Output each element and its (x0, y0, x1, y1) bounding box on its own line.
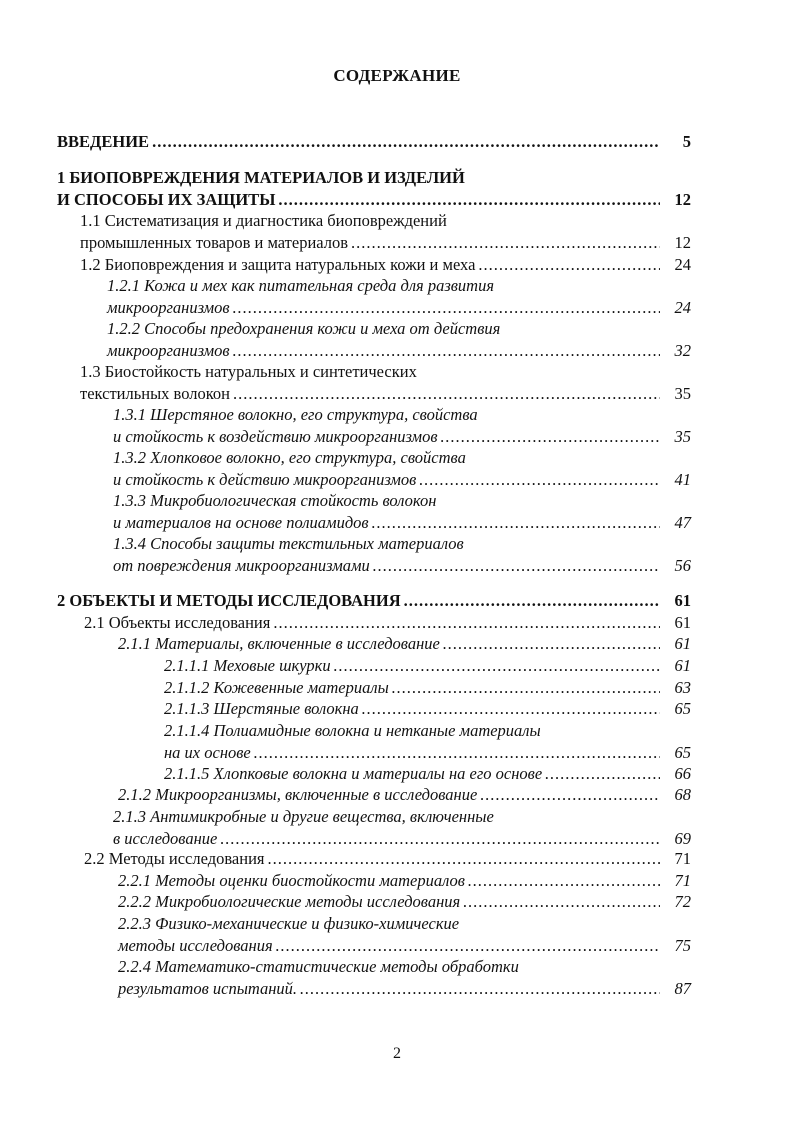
toc-page-number: 61 (674, 656, 691, 675)
toc-entry-text: 1.2 Биоповреждения и защита натуральных кожи и меха (80, 255, 476, 274)
toc-entry-text: на их основе (164, 742, 251, 762)
toc-page-number: 71 (674, 871, 691, 890)
toc-entry-intro[interactable] (57, 131, 691, 153)
toc-entry-s2-1-1-1[interactable] (164, 655, 691, 677)
dot-leader (480, 784, 660, 806)
page-number: 2 (393, 1045, 401, 1062)
toc-page-number: 41 (674, 469, 691, 489)
toc-entry-s2-1[interactable] (84, 612, 691, 634)
toc-page-number: 61 (674, 634, 691, 653)
toc-entry-text: ВВЕДЕНИЕ (57, 132, 150, 151)
toc-entry-text: результатов испытаний. (118, 978, 298, 998)
toc-page-number: 47 (674, 512, 691, 532)
toc-entry-text: 2.1.1.1 Меховые шкурки (164, 656, 331, 675)
dot-leader (404, 590, 660, 612)
toc-page-number: 65 (674, 742, 691, 762)
toc-entry-s2-1-2[interactable] (118, 784, 691, 806)
toc-entry-s2-2[interactable] (84, 848, 691, 870)
toc-page-number: 12 (674, 189, 691, 209)
toc-page-number: 72 (674, 892, 691, 911)
page-title: СОДЕРЖАНИЕ (333, 66, 461, 85)
toc-entry-text: и стойкость к воздействию микроорганизмов (113, 426, 438, 446)
toc-page-number: 63 (674, 678, 691, 697)
dot-leader (233, 383, 660, 405)
toc-entry-text: 2.2.2 Микробиологические методы исследования (118, 892, 461, 911)
toc-entry-s2-2-4[interactable] (118, 956, 691, 999)
toc-entry-text: 2.2.3 Физико-механические и физико-химические (118, 914, 460, 933)
toc-entry-s2-1-3[interactable] (113, 806, 691, 849)
dot-leader (441, 426, 661, 448)
toc-entry-s1-3-3[interactable] (113, 490, 691, 533)
dot-leader (545, 763, 660, 785)
dot-leader (362, 698, 660, 720)
toc-entry-s1-2-2[interactable] (107, 318, 691, 361)
dot-leader (254, 742, 660, 764)
toc-entry-text: 1.3 Биостойкость натуральных и синтетических (80, 362, 417, 381)
toc-page-number: 56 (674, 555, 691, 575)
dot-leader (233, 297, 660, 319)
dot-leader (152, 131, 660, 153)
toc-entry-text: 1.3.2 Хлопковое волокно, его структура, свойства (113, 448, 466, 467)
toc-entry-text: 1.3.1 Шерстяное волокно, его структура, свойства (113, 405, 478, 424)
toc-entry-text: 2 ОБЪЕКТЫ И МЕТОДЫ ИССЛЕДОВАНИЯ (57, 591, 401, 610)
toc-entry-s2-1-1-5[interactable] (164, 763, 691, 785)
toc-entry-text: 1.3.3 Микробиологическая стойкость волокон (113, 491, 437, 510)
toc-entry-text: 1.1 Систематизация и диагностика биоповреждений (80, 211, 447, 230)
toc-page-number: 75 (674, 935, 691, 955)
dot-leader (443, 633, 660, 655)
toc-page-number: 69 (674, 828, 691, 848)
dot-leader (372, 512, 660, 534)
toc-entry-s1-3-4[interactable] (113, 533, 691, 576)
dot-leader (268, 848, 660, 870)
toc-page-number: 32 (674, 340, 691, 360)
dot-leader (419, 469, 660, 491)
toc-entry-s1-3-1[interactable] (113, 404, 691, 447)
dot-leader (373, 555, 660, 577)
toc-entry-text: в исследование (113, 828, 218, 848)
toc-entry-text: 1.2.1 Кожа и мех как питательная среда для развития (107, 276, 495, 295)
dot-leader (278, 189, 660, 211)
toc-page-number: 5 (682, 132, 691, 151)
toc-entry-text: 2.1.3 Антимикробные и другие вещества, включенные (113, 807, 494, 826)
toc-entry-text: микроорганизмов (107, 297, 230, 317)
toc-entry-s1-3[interactable] (80, 361, 691, 404)
toc-entry-text: промышленных товаров и материалов (80, 232, 349, 252)
toc-page-number: 12 (674, 232, 691, 252)
dot-leader (478, 254, 660, 276)
dot-leader (463, 891, 660, 913)
toc-entry-s2-2-3[interactable] (118, 913, 691, 956)
toc-entry-text: 2.1.1.3 Шерстяные волокна (164, 699, 359, 718)
toc-entry-text: 1.2.2 Способы предохранения кожи и меха от действия (107, 319, 501, 338)
toc-entry-text: 2.1.1.5 Хлопковые волокна и материалы на его основе (164, 764, 543, 783)
toc-entry-text: 2.2.4 Математико-статистические методы обработки (118, 957, 519, 976)
toc-entry-s1-3-2[interactable] (113, 447, 691, 490)
toc-page-number: 35 (674, 383, 691, 403)
toc-page-number: 87 (674, 978, 691, 998)
toc-entry-text: 2.1.1.2 Кожевенные материалы (164, 678, 389, 697)
dot-leader (300, 978, 660, 1000)
toc-entry-s2-1-1-2[interactable] (164, 677, 691, 699)
toc-page-number: 65 (674, 699, 691, 718)
toc-entry-s2-2-2[interactable] (118, 891, 691, 913)
toc-entry-s1-2-1[interactable] (107, 275, 691, 318)
toc-page-number: 24 (674, 255, 691, 274)
toc-entry-s2-1-1-4[interactable] (164, 720, 691, 763)
toc-entry-s1-2[interactable] (80, 254, 691, 276)
toc-entry-text: 2.1.1 Материалы, включенные в исследование (118, 634, 440, 653)
toc-entry-text: 2.1 Объекты исследования (84, 613, 271, 632)
toc-entry-s1-1[interactable] (80, 210, 691, 253)
toc-entry-s2-2-1[interactable] (118, 870, 691, 892)
toc-entry-text: методы исследования (118, 935, 273, 955)
dot-leader (334, 655, 660, 677)
toc-entry-text: 1 БИОПОВРЕЖДЕНИЯ МАТЕРИАЛОВ И ИЗДЕЛИЙ (57, 168, 465, 187)
dot-leader (273, 612, 660, 634)
toc-entry-s2-1-1[interactable] (118, 633, 691, 655)
toc-page-number: 61 (674, 613, 691, 632)
toc-entry-text: от повреждения микроорганизмами (113, 555, 370, 575)
toc-page-number: 71 (674, 849, 691, 868)
toc-entry-text: 2.2.1 Методы оценки биостойкости материалов (118, 871, 465, 890)
toc-entry-s2[interactable] (57, 590, 691, 612)
toc-entry-text: текстильных волокон (80, 383, 231, 403)
toc-entry-text: микроорганизмов (107, 340, 230, 360)
toc-entry-s2-1-1-3[interactable] (164, 698, 691, 720)
dot-leader (276, 935, 660, 957)
toc-page-number: 61 (674, 591, 691, 610)
toc-entry-text: И СПОСОБЫ ИХ ЗАЩИТЫ (57, 189, 276, 209)
dot-leader (233, 340, 660, 362)
toc-entry-text: 2.1.1.4 Полиамидные волокна и нетканые материалы (164, 721, 541, 740)
dot-leader (351, 232, 660, 254)
toc-entry-text: и материалов на основе полиамидов (113, 512, 369, 532)
toc-entry-text: 2.1.2 Микроорганизмы, включенные в исследование (118, 785, 478, 804)
dot-leader (468, 870, 660, 892)
toc-page-number: 35 (674, 426, 691, 446)
toc-page-number: 66 (674, 764, 691, 783)
toc-page-number: 24 (674, 297, 691, 317)
toc-entry-text: 1.3.4 Способы защиты текстильных материалов (113, 534, 464, 553)
dot-leader (220, 828, 660, 850)
toc-page-number: 68 (674, 785, 691, 804)
toc-entry-text: и стойкость к действию микроорганизмов (113, 469, 417, 489)
dot-leader (392, 677, 660, 699)
toc-entry-text: 2.2 Методы исследования (84, 849, 265, 868)
toc-entry-s1[interactable] (57, 167, 691, 210)
